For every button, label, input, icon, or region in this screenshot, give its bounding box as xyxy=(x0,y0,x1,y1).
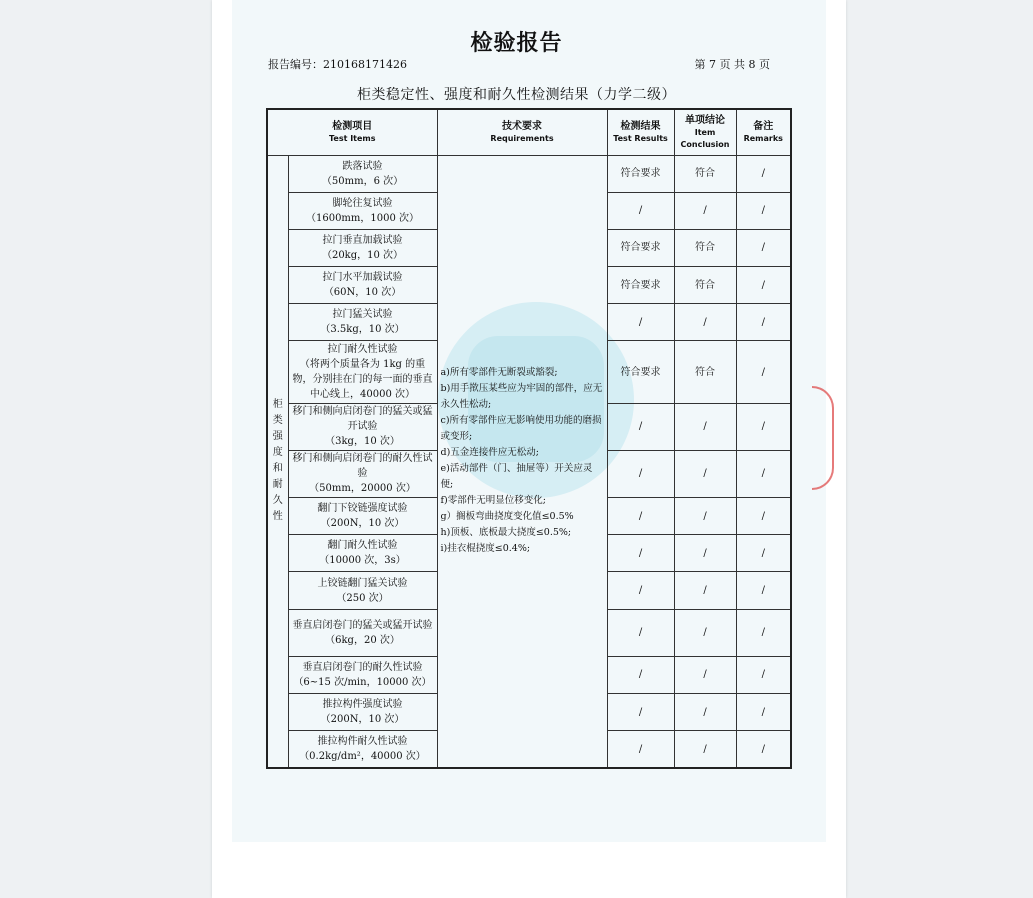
requirement-line: d)五金连接件应无松动; xyxy=(440,447,540,459)
item-cell xyxy=(288,450,437,497)
item-name: 垂直启闭卷门的猛关或猛开试验 xyxy=(292,619,433,631)
result-cell: 符合要求 xyxy=(607,229,674,266)
item-cell xyxy=(288,403,437,450)
header-test-items xyxy=(267,109,437,155)
requirement-line: e)活动部件（门、抽屉等）开关应灵便; xyxy=(440,463,593,491)
report-number: 报告编号：210168171426 xyxy=(268,58,407,71)
header-test-items-en: Test Items xyxy=(329,133,376,143)
remark-cell: / xyxy=(736,731,791,768)
item-name: 拉门猛关试验 xyxy=(332,309,393,321)
item-name: 移门和侧向启闭卷门的猛关或猛开试验 xyxy=(292,406,433,433)
conclusion-cell: / xyxy=(674,572,736,609)
header-item-conclusion-cn: 单项结论 xyxy=(685,114,726,126)
remark-cell: / xyxy=(736,155,791,192)
header-item-conclusion xyxy=(674,109,736,155)
item-name: 翻门下铰链强度试验 xyxy=(317,503,408,515)
item-name: 上铰链翻门猛关试验 xyxy=(317,577,408,589)
conclusion-cell: / xyxy=(674,403,736,450)
item-cell xyxy=(288,304,437,341)
remark-cell: / xyxy=(736,229,791,266)
header-test-results xyxy=(607,109,674,155)
result-cell: / xyxy=(607,572,674,609)
conclusion-cell: / xyxy=(674,304,736,341)
item-param: （将两个质量各为 1kg 的重物，分别挂在门的每一面的垂直中心线上，40000 次） xyxy=(292,359,433,400)
requirement-line: a)所有零部件无断裂或豁裂; xyxy=(440,367,558,379)
item-cell xyxy=(288,609,437,656)
item-name: 拉门耐久性试验 xyxy=(327,344,398,355)
header-requirements-cn: 技术要求 xyxy=(502,120,543,132)
item-cell xyxy=(288,694,437,731)
item-param: （6kg，20 次） xyxy=(325,634,400,646)
requirement-line: f)零部件无明显位移变化; xyxy=(440,495,546,507)
item-param: （50mm，6 次） xyxy=(321,175,404,187)
requirement-line: c)所有零部件应无影响使用功能的磨损或变形; xyxy=(440,415,602,443)
page-indicator: 第 7 页 共 8 页 xyxy=(694,58,770,71)
conclusion-cell: / xyxy=(674,498,736,535)
remark-cell: / xyxy=(736,694,791,731)
conclusion-cell: 符合 xyxy=(674,341,736,403)
header-remarks xyxy=(736,109,791,155)
remark-cell: / xyxy=(736,572,791,609)
item-cell xyxy=(288,229,437,266)
result-cell: / xyxy=(607,731,674,768)
header-item-conclusion-en2: Conclusion xyxy=(680,139,730,149)
item-param: （10000 次，3s） xyxy=(319,555,406,567)
result-cell: 符合要求 xyxy=(607,155,674,192)
red-stamp-edge xyxy=(812,386,834,490)
header-test-items-cn: 检测项目 xyxy=(332,120,373,132)
header-requirements-en: Requirements xyxy=(490,133,554,143)
item-param: （250 次） xyxy=(336,592,389,604)
item-cell xyxy=(288,192,437,229)
remark-cell: / xyxy=(736,267,791,304)
item-param: （20kg，10 次） xyxy=(321,249,404,261)
item-name: 推拉构件强度试验 xyxy=(322,699,403,711)
conclusion-cell: / xyxy=(674,450,736,497)
item-cell xyxy=(288,572,437,609)
requirement-line: b)用手揿压某些应为牢固的部件，应无永久性松动; xyxy=(440,383,603,411)
conclusion-cell: / xyxy=(674,609,736,656)
item-name: 脚轮往复试验 xyxy=(332,197,393,209)
header-remarks-en: Remarks xyxy=(743,133,783,143)
remark-cell: / xyxy=(736,656,791,693)
result-cell: / xyxy=(607,403,674,450)
item-param: （1600mm，1000 次） xyxy=(305,212,420,224)
table-header-row xyxy=(267,109,791,155)
remark-cell: / xyxy=(736,535,791,572)
remark-cell: / xyxy=(736,341,791,403)
conclusion-cell: 符合 xyxy=(674,229,736,266)
conclusion-cell: / xyxy=(674,694,736,731)
item-name: 垂直启闭卷门的耐久性试验 xyxy=(302,661,423,673)
item-name: 拉门垂直加载试验 xyxy=(322,234,403,246)
remark-cell: / xyxy=(736,450,791,497)
item-param: （3kg，10 次） xyxy=(325,436,400,448)
header-test-results-cn: 检测结果 xyxy=(620,120,661,132)
conclusion-cell: / xyxy=(674,656,736,693)
result-cell: 符合要求 xyxy=(607,267,674,304)
item-name: 拉门水平加载试验 xyxy=(322,272,403,284)
conclusion-cell: / xyxy=(674,731,736,768)
result-cell: 符合要求 xyxy=(607,341,674,403)
remark-cell: / xyxy=(736,192,791,229)
item-cell xyxy=(288,498,437,535)
item-param: （60N，10 次） xyxy=(323,287,402,299)
remark-cell: / xyxy=(736,609,791,656)
table-row xyxy=(267,155,791,192)
item-cell xyxy=(288,656,437,693)
requirement-line: h)顶板、底板最大挠度≤0.5%; xyxy=(440,527,572,539)
category-label: 柜类强度和耐久性 xyxy=(272,399,283,523)
header-item-conclusion-en1: Item xyxy=(694,127,716,137)
category-cell xyxy=(267,155,288,768)
results-table xyxy=(266,108,792,769)
item-name: 跌落试验 xyxy=(342,160,383,172)
remark-cell: / xyxy=(736,403,791,450)
report-title: 检验报告 xyxy=(470,31,563,56)
item-param: （6~15 次/min，10000 次） xyxy=(293,676,432,688)
header-test-results-en: Test Results xyxy=(613,133,668,143)
item-cell xyxy=(288,267,437,304)
item-name: 推拉构件耐久性试验 xyxy=(317,736,408,748)
item-cell xyxy=(288,341,437,403)
result-cell: / xyxy=(607,609,674,656)
item-name: 移门和侧向启闭卷门的耐久性试验 xyxy=(292,453,433,480)
result-cell: / xyxy=(607,694,674,731)
result-cell: / xyxy=(607,192,674,229)
item-cell xyxy=(288,731,437,768)
remark-cell: / xyxy=(736,304,791,341)
conclusion-cell: 符合 xyxy=(674,267,736,304)
conclusion-cell: / xyxy=(674,192,736,229)
header-remarks-cn: 备注 xyxy=(753,120,774,132)
requirements-cell xyxy=(437,155,607,768)
remark-cell: / xyxy=(736,498,791,535)
section-title: 柜类稳定性、强度和耐久性检测结果（力学二级） xyxy=(357,87,676,103)
result-cell: / xyxy=(607,304,674,341)
item-param: （3.5kg，10 次） xyxy=(320,324,405,336)
conclusion-cell: 符合 xyxy=(674,155,736,192)
result-cell: / xyxy=(607,535,674,572)
item-param: （50mm，20000 次） xyxy=(309,483,416,495)
item-name: 翻门耐久性试验 xyxy=(327,540,398,552)
requirement-line: g）搁板弯曲挠度变化值≤0.5% xyxy=(440,511,574,523)
item-param: （0.2kg/dm²，40000 次） xyxy=(299,751,426,763)
item-param: （200N，10 次） xyxy=(320,518,405,530)
header-requirements xyxy=(437,109,607,155)
conclusion-cell: / xyxy=(674,535,736,572)
result-cell: / xyxy=(607,498,674,535)
result-cell: / xyxy=(607,450,674,497)
item-cell xyxy=(288,535,437,572)
item-cell xyxy=(288,155,437,192)
result-cell: / xyxy=(607,656,674,693)
requirement-line: i)挂衣棍挠度≤0.4%; xyxy=(440,543,531,555)
item-param: （200N，10 次） xyxy=(320,714,405,726)
